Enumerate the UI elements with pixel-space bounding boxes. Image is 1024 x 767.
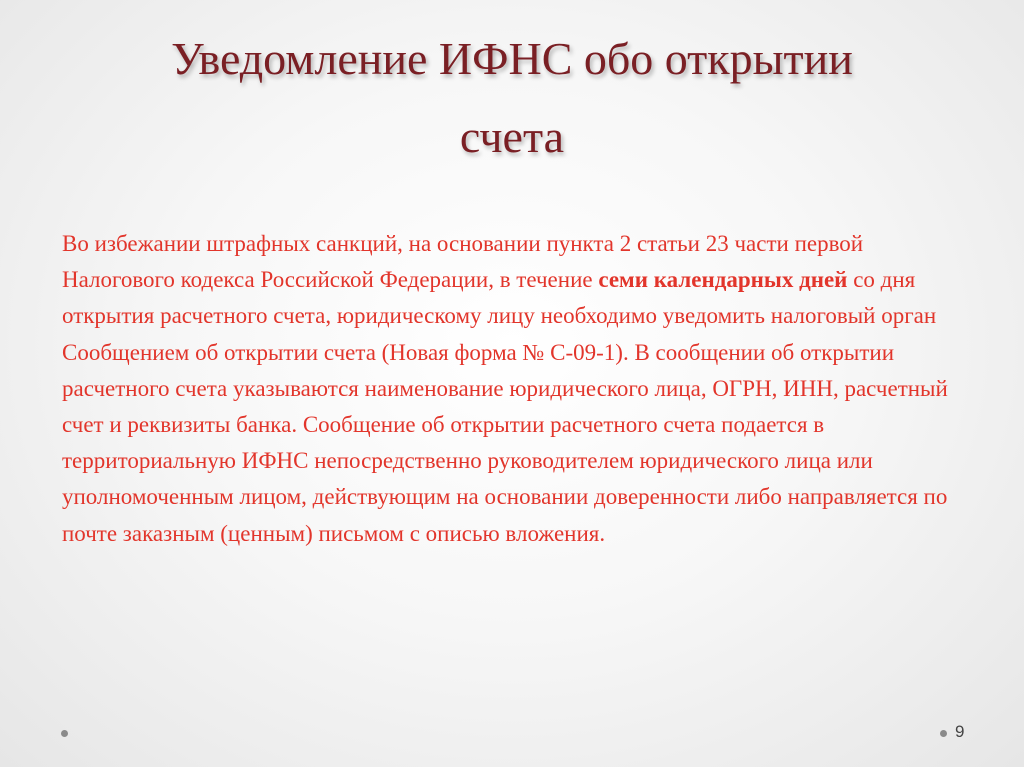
body-text-part-2: со дня открытия расчетного счета, юридическому лицу необходимо уведомить налоговый орган Сообщением об открытии счета (Новая форма № С-09-1). В сообщении об открытии расчетного счета указываются наименование юридического лица, ОГРН, ИНН, расчетный счет и реквизиты банка. Сообщение об открытии расчетного счета подается в территориальную ИФНС непосредственно руководителем юридического лица или уполномоченным лицом, действующим на основании доверенности либо направляется по почте заказным (ценным) письмом с описью вложения. [62,267,948,546]
page-number: 9 [955,722,965,741]
decorative-dot-left [61,730,68,737]
slide-title [40,20,984,176]
decorative-dot-right [940,730,947,737]
body-text-bold: семи календарных дней [598,267,848,293]
slide-title-line-1: Уведомление ИФНС обо открытии [171,33,853,84]
slide-body-text [62,226,962,552]
body-text-part-1: Во избежании штрафных санкций, на основании пункта 2 статьи 23 части первой Налогового кодекса Российской Федерации, в течение [62,231,864,293]
slide-title-line-2: счета [459,111,565,162]
